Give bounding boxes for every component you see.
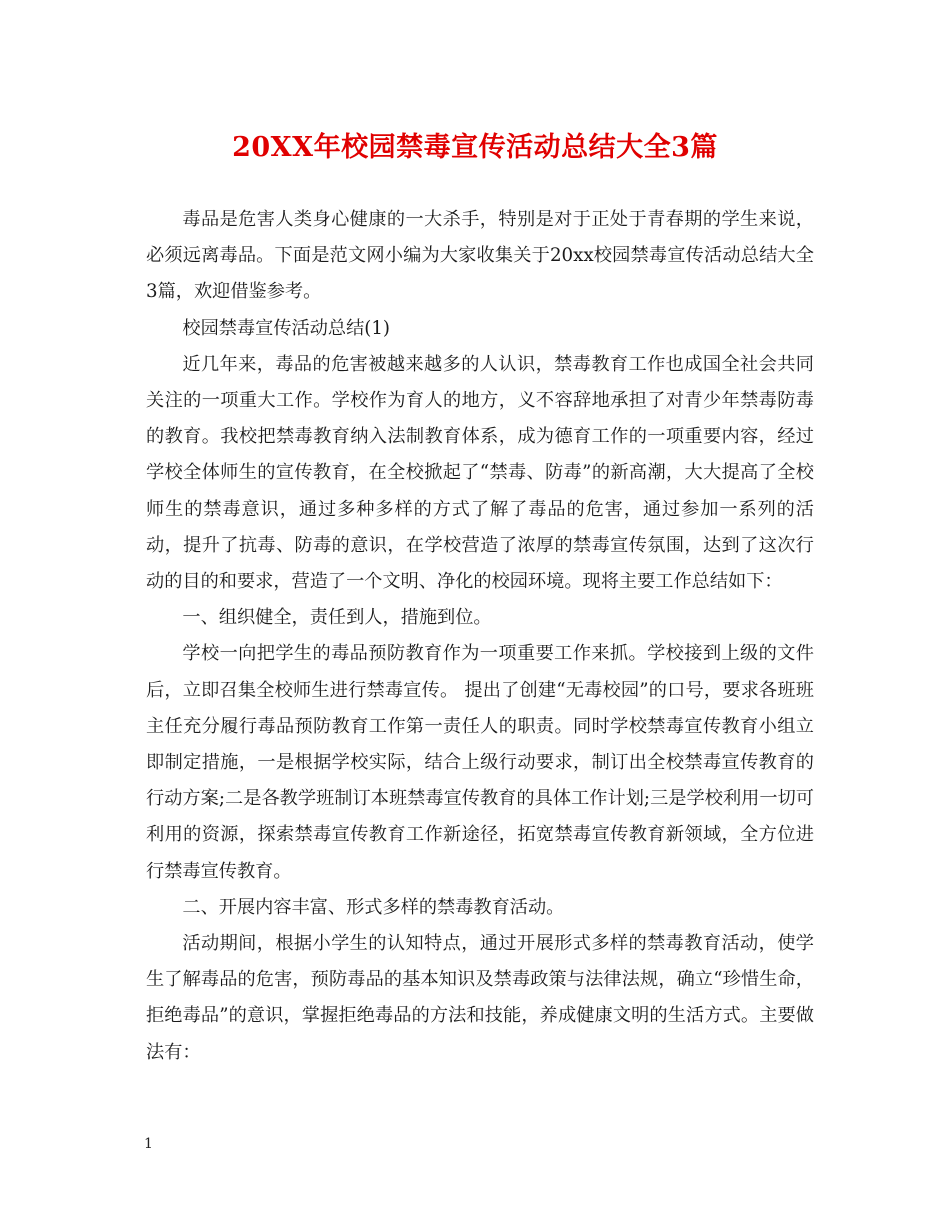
intro-paragraph: 毒品是危害人类身心健康的一大杀手，特别是对于正处于青春期的学生来说，必须远离毒品。下面是范文网小编为大家收集关于20xx校园禁毒宣传活动总结大全3篇，欢迎借鉴参考。 xyxy=(146,209,814,303)
section-heading-summary-1: 校园禁毒宣传活动总结(1) xyxy=(182,317,391,339)
body-paragraph: 学校一向把学生的毒品预防教育作为一项重要工作来抓。学校接到上级的文件后，立即召集全校师生进行禁毒宣传。 提出了创建“无毒校园”的口号，要求各班班主任充分履行毒品预防教育工作第一责任人的职责。同时学校禁毒宣传教育小组立即制定措施，一是根据学校实际，结合上级行动要求，制订出全校禁毒宣传教育的行动方案;二是各教学班制订本班禁毒宣传教育的具体工作计划;三是学校利用一切可利用的资源，探索禁毒宣传教育工作新途径，拓宽禁毒宣传教育新领域，全方位进行禁毒宣传教育。 xyxy=(146,643,814,882)
page-number: 1 xyxy=(144,1136,153,1152)
body-paragraph: 活动期间，根据小学生的认知特点，通过开展形式多样的禁毒教育活动，使学生了解毒品的危害，预防毒品的基本知识及禁毒政策与法律法规，确立“珍惜生命，拒绝毒品”的意识，掌握拒绝毒品的方法和技能，养成健康文明的生活方式。主要做法有： xyxy=(146,933,814,1063)
section-heading-organization: 一、组织健全，责任到人，措施到位。 xyxy=(182,607,492,629)
document-body xyxy=(146,202,814,1071)
document-title: 20XX年校园禁毒宣传活动总结大全3篇 xyxy=(232,132,718,163)
section-heading-activities: 二、开展内容丰富、形式多样的禁毒教育活动。 xyxy=(182,896,565,918)
body-paragraph: 近几年来，毒品的危害被越来越多的人认识，禁毒教育工作也成国全社会共同关注的一项重大工作。学校作为育人的地方，义不容辞地承担了对青少年禁毒防毒的教育。我校把禁毒教育纳入法制教育体系，成为德育工作的一项重要内容，经过学校全体师生的宣传教育，在全校掀起了“禁毒、防毒”的新高潮，大大提高了全校师生的禁毒意识，通过多种多样的方式了解了毒品的危害，通过参加一系列的活动，提升了抗毒、防毒的意识，在学校营造了浓厚的禁毒宣传氛围，达到了这次行动的目的和要求，营造了一个文明、净化的校园环境。现将主要工作总结如下： xyxy=(146,353,814,593)
